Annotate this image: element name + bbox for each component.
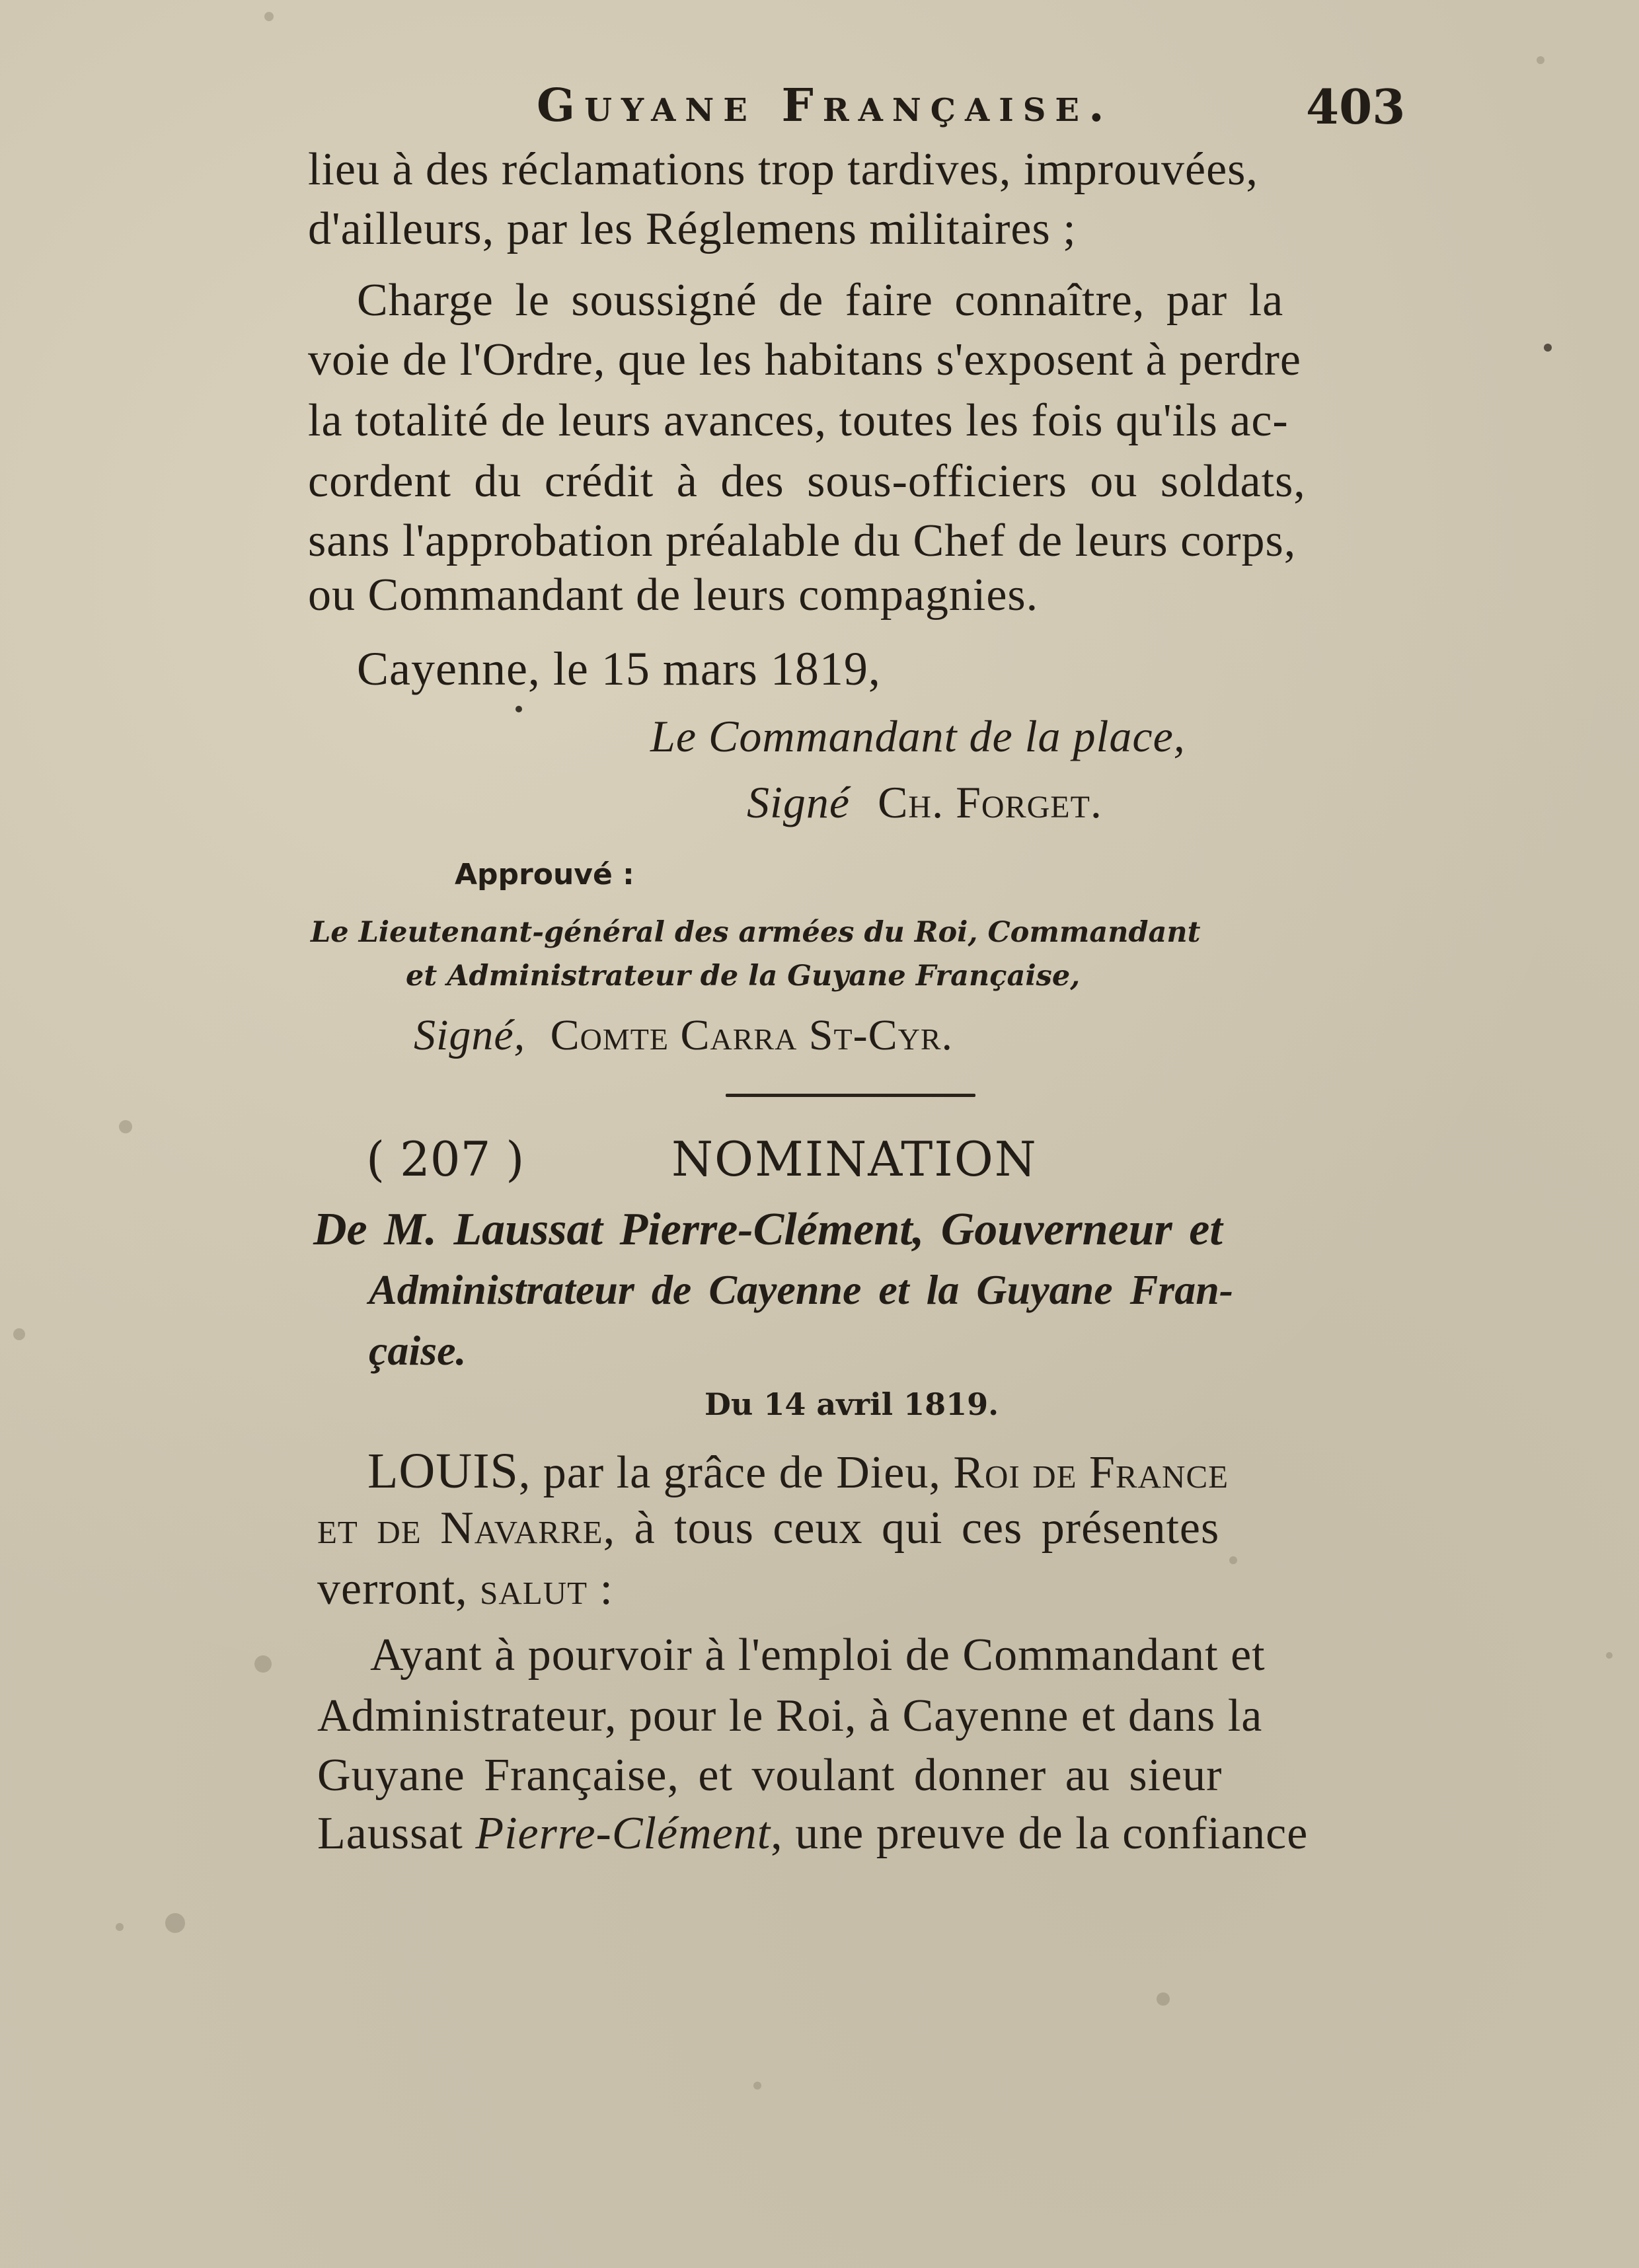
paper-speck — [1544, 344, 1552, 352]
text-line: voie de l'Ordre, que les habitans s'exposent à perdre — [308, 334, 1302, 385]
text-line: LOUIS, par la grâce de Dieu, Roi de France — [367, 1443, 1229, 1499]
text-line: ou Commandant de leurs compagnies. — [308, 570, 1039, 621]
text-line: la totalité de leurs avances, toutes les fois qu'ils ac- — [308, 395, 1289, 446]
paper-speck — [13, 1328, 25, 1340]
act-title: NOMINATION — [671, 1131, 1038, 1187]
signed-prefix: Signé — [747, 777, 851, 827]
text-line: cordent du crédit à des sous-officiers ou soldats, — [308, 456, 1306, 507]
paper-speck — [119, 1120, 132, 1133]
text-line: Laussat Pierre-Clément, une preuve de la confiance — [317, 1808, 1309, 1859]
text-line: d'ailleurs, par les Réglemens militaires ; — [308, 204, 1077, 254]
act-date: Du 14 avril 1819. — [705, 1386, 999, 1422]
paper-speck — [116, 1923, 124, 1931]
approval-label: Approuvé : — [455, 858, 634, 891]
approval-signature — [414, 1011, 954, 1059]
act-number: ( 207 ) — [366, 1131, 525, 1187]
act-heading-line: Administrateur de Cayenne et la Guyane Fran- — [369, 1266, 1234, 1313]
running-header-title: Guyane Française. — [537, 79, 1114, 132]
page-number: 403 — [1306, 79, 1406, 135]
paper-speck — [1157, 1992, 1170, 2006]
text-line: sans l'approbation préalable du Chef de leurs corps, — [308, 515, 1297, 566]
text-line: lieu à des réclamations trop tardives, improuvées, — [308, 144, 1258, 195]
signed-prefix: Signé, — [414, 1011, 526, 1059]
text-line: Charge le soussigné de faire connaître, par la — [357, 275, 1284, 326]
text-line: verront, salut : — [317, 1564, 613, 1614]
paper-speck — [1606, 1652, 1613, 1659]
approval-line: et Administrateur de la Guyane Française, — [406, 960, 1081, 993]
act-heading-line: De M. Laussat Pierre-Clément, Gouverneur et — [313, 1204, 1223, 1255]
paper-speck — [1537, 56, 1544, 64]
paper-speck — [515, 706, 522, 712]
text-line: Ayant à pourvoir à l'emploi de Commandant et — [370, 1630, 1266, 1681]
paper-speck — [254, 1655, 272, 1673]
text-line: Guyane Française, et voulant donner au sieur — [317, 1750, 1223, 1801]
signatory-name: Comte Carra St-Cyr. — [550, 1011, 954, 1059]
paper-speck — [165, 1913, 185, 1933]
signatory-name: Ch. Forget. — [878, 777, 1102, 827]
paper-speck — [1229, 1556, 1237, 1564]
text-line: Administrateur, pour le Roi, à Cayenne et dans la — [317, 1690, 1263, 1741]
act-heading-line: çaise. — [369, 1327, 467, 1374]
signature-line — [747, 777, 1102, 827]
approval-line: Le Lieutenant-général des armées du Roi, Commandant — [311, 916, 1201, 949]
text-line: et de Navarre, à tous ceux qui ces présentes — [317, 1503, 1220, 1554]
signature-date: Cayenne, le 15 mars 1819, — [357, 642, 881, 695]
signature-role: Le Commandant de la place, — [650, 711, 1186, 761]
paper-speck — [264, 12, 274, 21]
paper-speck — [753, 2082, 761, 2090]
section-divider — [726, 1094, 975, 1097]
